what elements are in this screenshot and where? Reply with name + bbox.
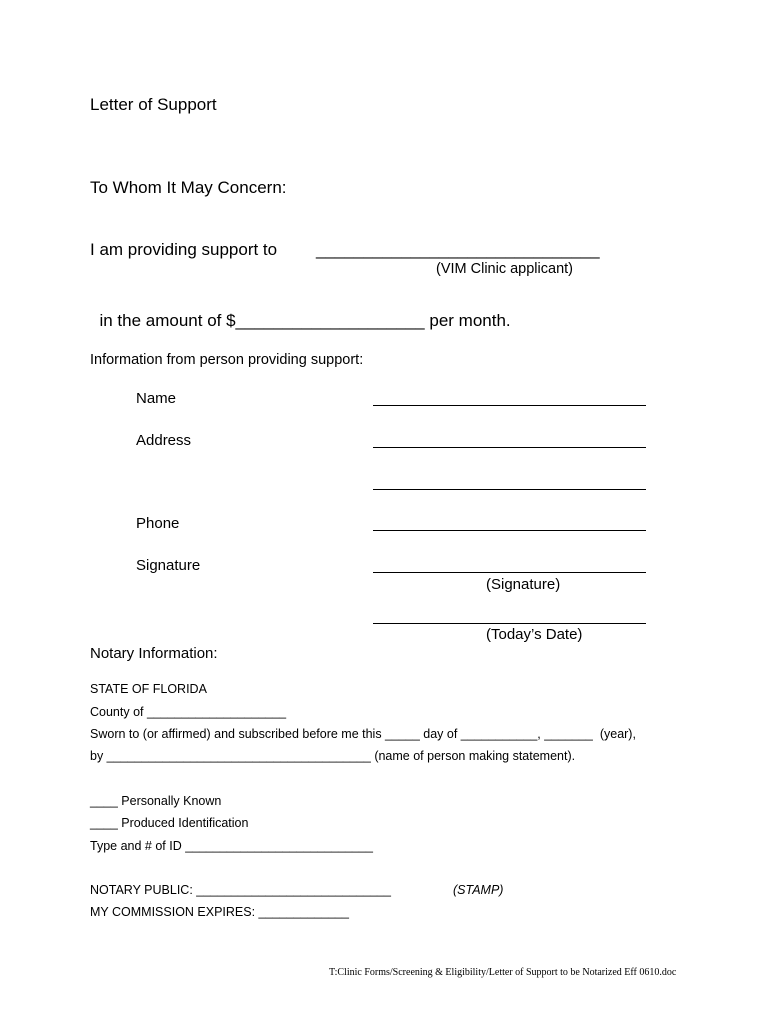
phone-line[interactable] xyxy=(373,530,646,531)
address-label: Address xyxy=(136,432,192,449)
amount-prefix: in the amount of $ xyxy=(99,311,236,330)
footer-path: T:Clinic Forms/Screening & Eligibility/Letter of Support to be Notarized Eff 0610.doc xyxy=(329,967,677,978)
id-type: Type and # of ID ___________________________ xyxy=(90,839,373,853)
applicant-caption: (VIM Clinic applicant) xyxy=(436,261,573,277)
page-title: Letter of Support xyxy=(90,95,217,114)
notary-public: NOTARY PUBLIC: ____________________________ xyxy=(90,883,391,897)
address-line-1[interactable] xyxy=(373,447,646,448)
date-line[interactable] xyxy=(373,623,646,624)
stamp-label: (STAMP) xyxy=(453,883,504,897)
notary-county: County of ____________________ xyxy=(90,705,287,719)
info-header: Information from person providing support: xyxy=(90,352,364,368)
amount-line xyxy=(90,291,511,331)
salutation: To Whom It May Concern: xyxy=(90,178,287,197)
notary-sworn: Sworn to (or affirmed) and subscribed before me this _____ day of ___________, _______ (year), xyxy=(90,727,636,741)
personally-known: ____ Personally Known xyxy=(90,794,222,808)
address-line-2[interactable] xyxy=(373,489,646,490)
notary-state: STATE OF FLORIDA xyxy=(90,682,207,696)
notary-by: by ______________________________________ (name of person making statement). xyxy=(90,749,576,763)
applicant-blank[interactable]: ______________________________ xyxy=(316,240,600,259)
support-label: I am providing support to xyxy=(90,240,278,259)
name-line[interactable] xyxy=(373,405,646,406)
signature-label: Signature xyxy=(136,557,201,574)
produced-identification: ____ Produced Identification xyxy=(90,816,249,830)
name-label: Name xyxy=(136,390,177,407)
amount-suffix: per month. xyxy=(429,311,511,330)
amount-blank[interactable]: ____________________ xyxy=(235,311,425,330)
date-caption: (Today’s Date) xyxy=(486,626,583,643)
signature-line[interactable] xyxy=(373,572,646,573)
signature-caption: (Signature) xyxy=(486,576,561,593)
phone-label: Phone xyxy=(136,515,180,532)
notary-header: Notary Information: xyxy=(90,645,218,662)
commission-expires: MY COMMISSION EXPIRES: _____________ xyxy=(90,905,349,919)
